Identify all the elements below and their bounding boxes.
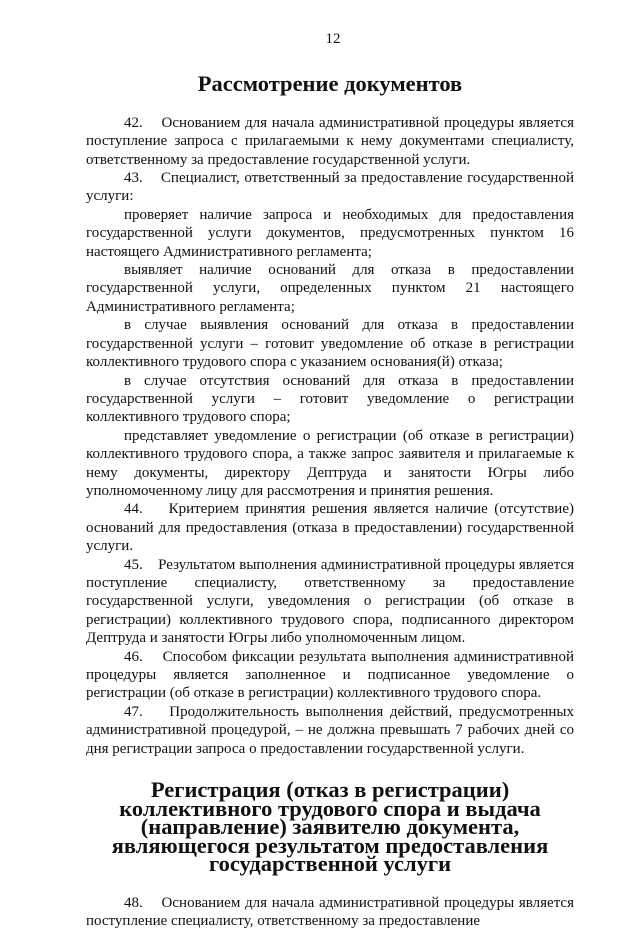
page-number: 12: [325, 31, 341, 47]
paragraph-48: 48. Основанием для начала административной процедуры является поступление специалисту, ответственному за предоставление: [86, 895, 574, 930]
paragraph-43-registration-notice: в случае отсутствия оснований для отказа в предоставлении государственной услуги – готовит уведомление о регистрации коллективного трудового спора;: [86, 372, 574, 426]
paragraph-46: 46. Способом фиксации результата выполнения административной процедуры является заполненное и подписанное уведомление о регистрации (об отказе в регистрации) коллективного трудового спора.: [86, 648, 574, 702]
section-title-registration: Регистрация (отказ в регистрации) коллективного трудового спора и выдача (направление) заявителю документа, являющегося результатом предоставления государственной услуги: [111, 777, 549, 877]
section-title-document-review: Рассмотрение документов: [197, 71, 463, 97]
paragraph-47: 47. Продолжительность выполнения действий, предусмотренных административной процедурой, – не должна превышать 7 рабочих дней со дня регистрации запроса о предоставлении государственной услуги.: [86, 703, 574, 757]
paragraph-43-submit-to-director: представляет уведомление о регистрации (об отказе в регистрации) коллективного трудового спора, а также запрос заявителя и прилагаемые к нему документы, директору Дептруда и занятости Югры либо уполномоченному лицу для рассмотрения и принятия решения.: [86, 427, 574, 499]
paragraph-45: 45. Результатом выполнения административной процедуры является поступление специалисту, ответственному за предоставление государственной услуги, уведомления о регистрации (об отказе в регистрации) коллективного трудового спора, подписанного директором Дептруда и занятости Югры либо уполномоченным лицом.: [86, 556, 574, 647]
paragraph-42: 42. Основанием для начала административной процедуры является поступление запроса с прилагаемыми к нему документами специалисту, ответственному за предоставление государственной услуги.: [86, 114, 574, 168]
paragraph-43-refusal-notice: в случае выявления оснований для отказа в предоставлении государственной услуги – готовит уведомление об отказе в регистрации коллективного трудового спора с указанием основания(й) отказа;: [86, 317, 574, 371]
paragraph-43: 43. Специалист, ответственный за предоставление государственной услуги:: [86, 170, 574, 205]
paragraph-43-check-request: проверяет наличие запроса и необходимых для предоставления государственной услуги документов, предусмотренных пунктом 16 настоящего Административного регламента;: [86, 206, 574, 260]
paragraph-43-identify-grounds: выявляет наличие оснований для отказа в предоставлении государственной услуги, определенных пунктом 21 настоящего Административного регламента;: [86, 262, 574, 315]
paragraph-44: 44. Критерием принятия решения является наличие (отсутствие) оснований для предоставления (отказа в предоставлении) государственной услуги.: [86, 501, 574, 555]
